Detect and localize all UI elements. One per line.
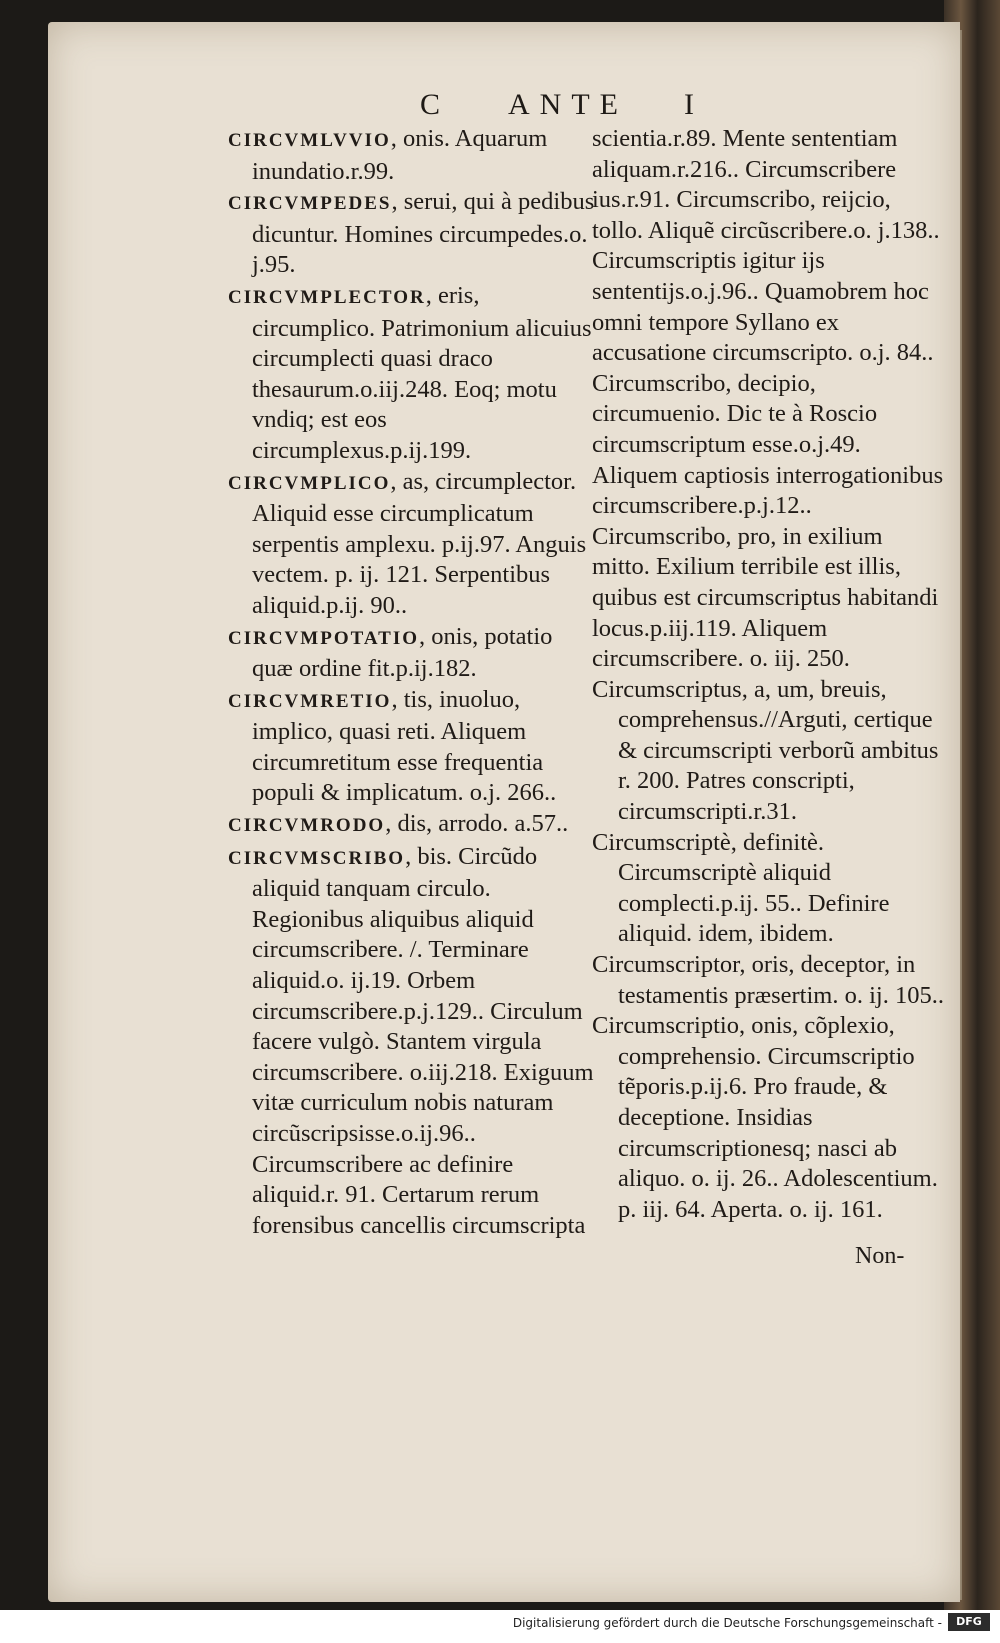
header-right: I: [684, 88, 704, 121]
right-column: [592, 124, 944, 1225]
entry-text: , bis. Circũdo aliquid tanquam circulo. Regionibus aliquibus aliquid circumscribere. /. Terminare aliquid.o. ij.19. Orbem circumscribere.p.j.129.. Circulum facere vulgò. Stantem virgula circumscribere. o.iij.218. Exiguum vitæ curriculum nobis naturam circũscripsisse.o.ij.96.. Circumscribere ac definire aliquid.r. 91. Certarum rerum forensibus cancellis circumscripta: [252, 842, 594, 1239]
entry-lemma: CIRCVMPLICO: [228, 472, 391, 494]
catchword: Non-: [855, 1243, 905, 1269]
header-left: C: [420, 88, 451, 121]
dictionary-entry: [228, 622, 598, 685]
dictionary-entry: [228, 842, 598, 1242]
entry-lemma: CIRCVMPEDES: [228, 193, 392, 215]
entry-text: , serui, qui à pedibus dicuntur. Homines circumpedes.o. j.95.: [252, 188, 595, 279]
dictionary-entry: Circumscriptus, a, um, breuis, comprehensus.//Arguti, certique & circumscripti verborũ ambitus r. 200. Patres conscripti, circumscripti.r.31.: [592, 675, 939, 826]
dictionary-entry: [228, 467, 598, 622]
header-center: ANTE: [508, 88, 628, 121]
dictionary-entry: Circumscriptè, definitè. Circumscriptè aliquid complecti.p.ij. 55.. Definire aliquid. idem, ibidem.: [592, 828, 890, 948]
entry-lemma: CIRCVMPLECTOR: [228, 286, 426, 308]
entry-lemma: CIRCVMLVVIO: [228, 130, 391, 151]
dfg-logo: DFG: [948, 1613, 990, 1631]
entry-text: , onis. Aquarum inundatio.r.99.: [252, 125, 548, 185]
entry-text: , tis, inuoluo, implico, quasi reti. Aliquem circumretitum esse frequentia populi & implicatum. o.j. 266..: [252, 685, 557, 807]
dictionary-entry: [228, 124, 598, 187]
entry-text: , eris, circumplico. Patrimonium alicuius circumplecti quasi draco thesaurum.o.iij.248. Eoq; motu vndiq; est eos circumplexus.p.ij.199.: [252, 281, 592, 464]
entry-text: , dis, arrodo. a.57..: [385, 810, 569, 838]
entry-text: , onis, potatio quæ ordine fit.p.ij.182.: [252, 622, 553, 683]
dictionary-entry: [228, 685, 598, 809]
dictionary-entry: [228, 809, 598, 842]
dictionary-entry: [228, 187, 598, 281]
dictionary-entry: [228, 281, 598, 467]
entry-lemma: CIRCVMRETIO: [228, 690, 392, 712]
dictionary-entry: Circumscriptio, onis, cõplexio, comprehensio. Circumscriptio tẽporis.p.ij.6. Pro fraude, & deceptione. Insidias circumscriptionesq; nasci ab aliquo. o. ij. 26.. Adolescentium. p. iij. 64. Aperta. o. ij. 161.: [592, 1012, 938, 1223]
footer-credit: Digitalisierung gefördert durch die Deutsche Forschungsgemeinschaft -: [512, 1616, 942, 1630]
entry-lemma: CIRCVMSCRIBO: [228, 847, 406, 869]
entry-lemma: CIRCVMRODO: [228, 815, 386, 837]
left-column: [228, 124, 598, 1241]
entry-continuation: scientia.r.89. Mente sententiam aliquam.r.216.. Circumscribere ius.r.91. Circumscribo, reijcio, tollo. Aliquẽ circũscribere.o. j.138.. Circumscriptis igitur ijs sententijs.o.j.96.. Quamobrem hoc omni tempore Syllano ex accusatione circumscripto. o.j. 84.. Circumscribo, decipio, circumuenio. Dic te à Roscio circumscriptum esse.o.j.49. Aliquem captiosis interrogationibus circumscribere.p.j.12.. Circumscribo, pro, in exilium mitto. Exilium terribile est illis, quibus est circumscriptus habitandi locus.p.iij.119. Aliquem circumscribere. o. iij. 250.: [592, 125, 944, 673]
running-header: [420, 88, 740, 128]
entry-lemma: CIRCVMPOTATIO: [228, 627, 420, 649]
entry-text: , as, circumplector. Aliquid esse circumplicatum serpentis amplexu. p.ij.97. Anguis vectem. p. ij. 121. Serpentibus aliquid.p.ij. 90..: [252, 467, 587, 619]
dictionary-entry: Circumscriptor, oris, deceptor, in testamentis præsertim. o. ij. 105..: [592, 951, 944, 1009]
